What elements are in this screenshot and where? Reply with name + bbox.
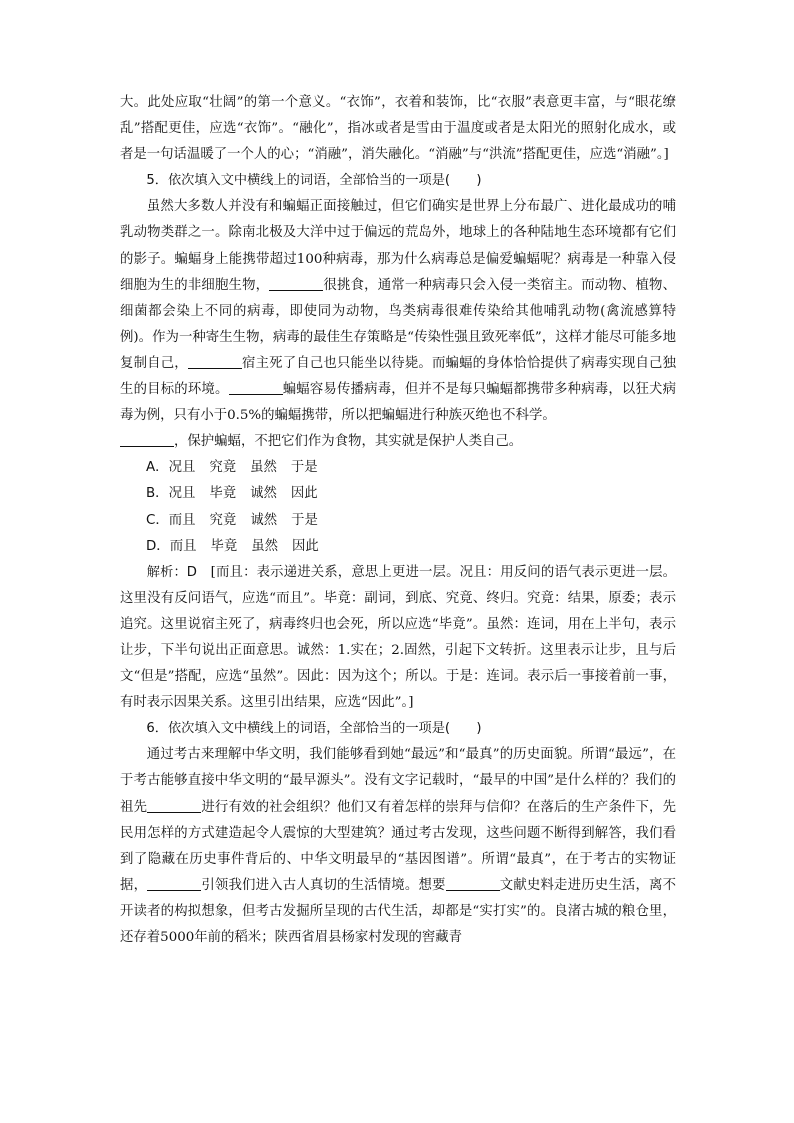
q5-text-2: 很挑食，通常一种病毒只会入侵一类宿主。而动物、植物、细菌都会染上不同的病毒，即使同为动物，鸟类病毒很难传染给其他哺乳动物(禽流感算特例)。作为一种寄生生物，病毒的最佳生存策略是“传染性强且致死率低”，这样才能尽可能多地复制自己， (120, 277, 677, 371)
q6-text-3: 引领我们进入古人真切的生活情境。想要 (201, 877, 446, 893)
q5-blank-1 (269, 276, 323, 291)
q5-blank-4 (120, 432, 174, 447)
q6-text-2: 进行有效的社会组织？他们又有着怎样的崇拜与信仰？在落后的生产条件下，先民用怎样的方式建造起令人震惊的大型建筑？通过考古发现，这些问题不断得到解答，我们看到了隐藏在历史事件背后的、中华文明最早的“基因图谱”。所谓“最真”，在于考古的实物证据， (120, 799, 677, 893)
q5-text-3: 宿主死了自己也只能坐以待毙。而蝙蝠的身体恰恰提供了病毒实现自己独生的目标的环境。 (120, 355, 677, 398)
option-c: C．而且 究竟 诚然 于是 (146, 512, 318, 528)
question-5-stem: 5．依次填入文中横线上的词语，全部恰当的一项是( ) (146, 173, 482, 189)
q6-blank-3 (446, 876, 500, 891)
q6-blank-1 (147, 798, 201, 813)
q5-text-5: ，保护蝙蝠，不把它们作为食物，其实就是保护人类自己。 (174, 434, 523, 450)
question-5-passage (120, 194, 676, 429)
option-a: A．况且 究竟 虽然 于是 (146, 460, 318, 476)
explanation-text: [而且：表示递进关系，意思上更进一层。况且：用反问的语气表示更进一层。这里没有反问语气，应选“而且”。毕竟：副词，到底、究竟、终归。究竟：结果，原委；表示追究。这里说宿主死了，病毒终归也会死，所以应选“毕竟”。虽然：连词，用在上半句，表示让步，下半句说出正面意思。诚然：1.实在；2.固然，引起下文转折。这里表示让步，且与后文“但是”搭配，应选“虽然”。因此：因为这个；所以。于是：连词。表示后一事接着前一事，有时表示因果关系。这里引出结果，应选“因此”。] (120, 564, 677, 711)
q5-blank-3 (229, 380, 283, 395)
question-6-passage (120, 742, 676, 951)
answer-label: 解析：D (146, 564, 197, 580)
question-5-explanation (120, 560, 676, 717)
option-b: B．况且 毕竟 诚然 因此 (146, 486, 318, 502)
q5-blank-2 (188, 354, 242, 369)
question-6-stem: 6．依次填入文中横线上的词语，全部恰当的一项是( ) (146, 721, 482, 737)
q6-text-1: 通过考古来理解中华文明，我们能够看到她“最远”和“最真”的历史面貌。所谓“最远”，在于考古能够直接中华文明的“最早源头”。没有文字记载时，“最早的中国”是什么样的？我们的祖先 (120, 747, 676, 815)
q6-text-4: 文献史料走进历史生活，离不开读者的构拟想象，但考古发掘所呈现的古代生活，却都是“实打实”的。良渚古城的粮仓里，还存着5000年前的稻米；陕西省眉县杨家村发现的窖藏青 (120, 877, 677, 945)
previous-explanation: 大。此处应取“壮阔”的第一个意义。“衣饰”，衣着和装饰，比“衣服”表意更丰富，与“眼花缭乱”搭配更佳，应选“衣饰”。“融化”，指冰或者是雪由于温度或者是太阳光的照射化成水，或者是一句话温暖了一个人的心；“消融”，消失融化。“消融”与“洪流”搭配更佳，应选“消融”。] (120, 95, 676, 163)
q5-passage-end (120, 429, 676, 455)
q6-blank-2 (147, 876, 201, 891)
q5-text-1: 虽然大多数人并没有和蝙蝠正面接触过，但它们确实是世界上分布最广、进化最成功的哺乳动物类群之一。除南北极及大洋中过于偏远的荒岛外，地球上的各种陆地生态环境都有它们的影子。蝙蝠身上能携带超过100种病毒，那为什么病毒总是偏爱蝙蝠呢？病毒是一种靠入侵细胞为生的非细胞生物， (120, 199, 676, 293)
option-d: D．而且 毕竟 虽然 因此 (146, 538, 319, 554)
q5-text-4: 蝙蝠容易传播病毒，但并不是每只蝙蝠都携带多种病毒，以狂犬病毒为例，只有小于0.5%的蝙蝠携带，所以把蝙蝠进行种族灭绝也不科学。 (120, 382, 677, 424)
document-page (120, 90, 676, 951)
